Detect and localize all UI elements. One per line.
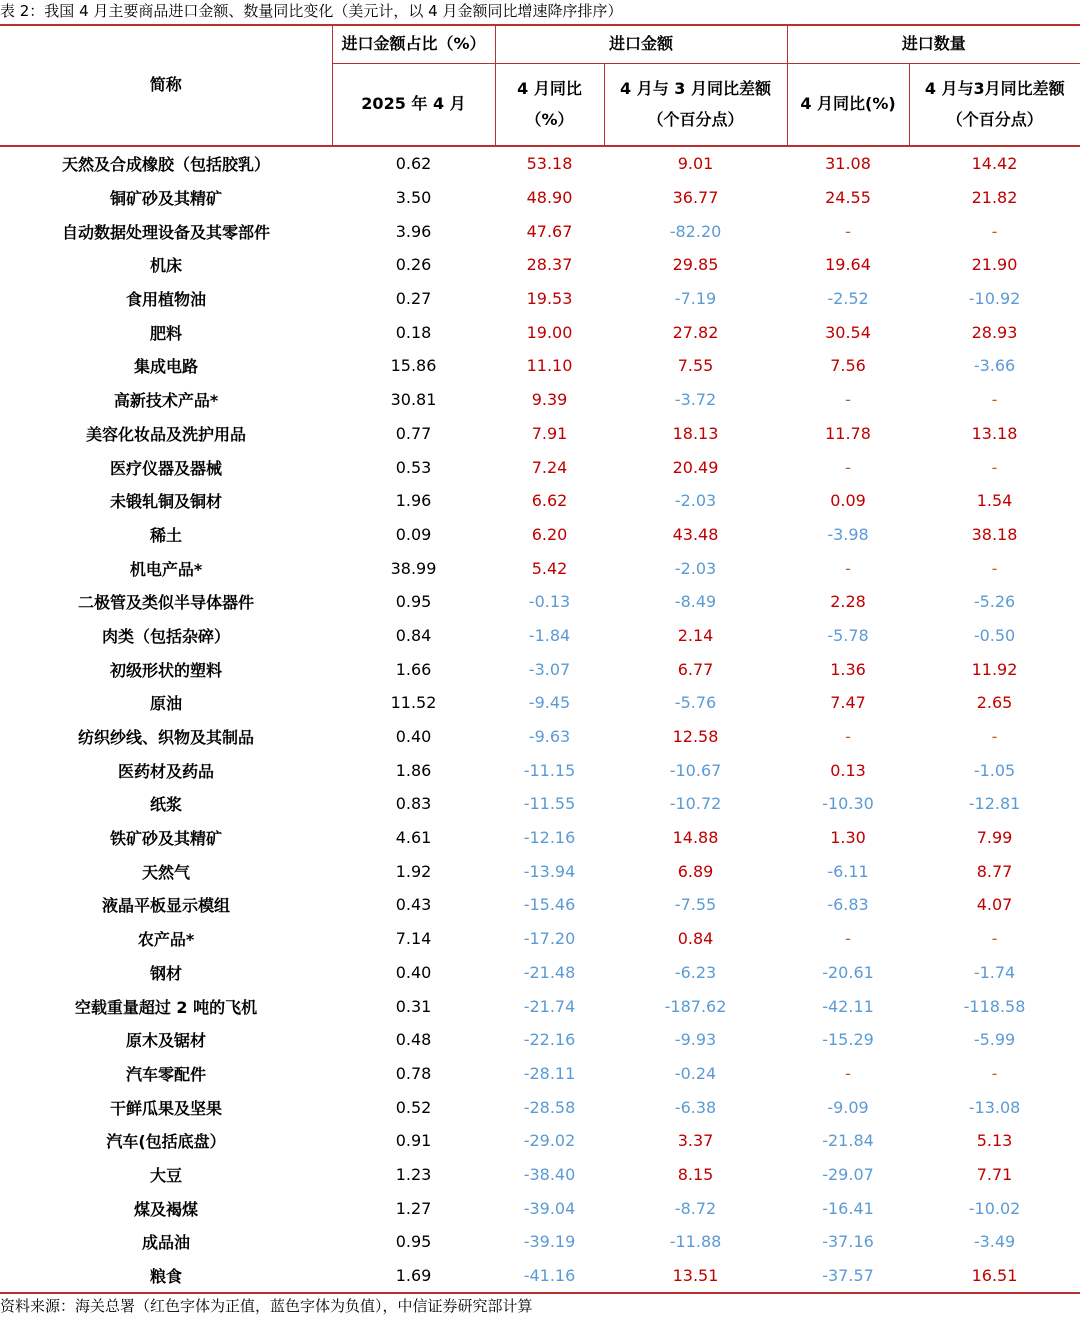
cell-share: 3.96 [395, 221, 432, 241]
cell-share: 0.27 [395, 289, 432, 309]
cell-amount-yoy: -11.15 [523, 760, 576, 780]
cell-amount-diff: -11.88 [669, 1232, 722, 1252]
table-row [0, 1057, 1080, 1091]
cell-quantity-yoy: -16.41 [822, 1198, 874, 1218]
cell-name: 集成电路 [133, 357, 198, 377]
cell-quantity-yoy: - [845, 727, 851, 747]
cell-amount-yoy: -1.84 [528, 625, 571, 645]
table-row [0, 787, 1080, 821]
cell-amount-diff: -8.72 [674, 1198, 717, 1218]
cell-share: 0.95 [395, 1232, 432, 1252]
cell-quantity-diff: -10.02 [968, 1198, 1021, 1218]
cell-amount-yoy: 6.62 [531, 491, 568, 511]
cell-share: 1.27 [395, 1198, 432, 1218]
cell-name: 纸浆 [149, 795, 182, 815]
cell-share: 38.99 [390, 558, 437, 578]
cell-amount-yoy: -3.07 [528, 659, 571, 679]
cell-name: 天然及合成橡胶（包括胶乳） [61, 155, 270, 175]
cell-quantity-yoy: -6.83 [827, 895, 869, 915]
source-note: 资料来源：海关总署（红色字体为正值，蓝色字体为负值），中信证券研究部计算 [0, 1297, 533, 1315]
header-share-sub: 2025 年 4 月 [332, 64, 495, 147]
table-row [0, 1259, 1080, 1294]
cell-share: 0.78 [395, 1063, 432, 1083]
cell-name: 医药材及药品 [117, 761, 214, 781]
header-amount-diff [604, 64, 787, 147]
cell-share: 11.52 [390, 693, 437, 713]
cell-share: 0.48 [395, 1030, 432, 1050]
cell-quantity-diff: 11.92 [971, 659, 1018, 679]
cell-quantity-yoy: -37.16 [822, 1232, 874, 1252]
cell-name: 空载重量超过 2 吨的飞机 [74, 997, 258, 1017]
cell-quantity-yoy: -20.61 [822, 962, 874, 982]
cell-quantity-diff: -3.66 [973, 356, 1016, 376]
cell-quantity-diff: 5.13 [976, 1131, 1013, 1151]
cell-amount-diff: -6.38 [674, 1097, 717, 1117]
cell-quantity-diff: 7.99 [976, 828, 1013, 848]
cell-amount-yoy: 53.18 [526, 154, 573, 174]
table-body [0, 146, 1080, 1293]
cell-name: 机床 [149, 256, 182, 276]
cell-share: 1.23 [395, 1164, 432, 1184]
cell-amount-yoy: -9.63 [528, 727, 571, 747]
cell-name: 液晶平板显示模组 [101, 896, 230, 916]
table-row [0, 585, 1080, 619]
cell-amount-diff: 36.77 [672, 188, 719, 208]
cell-share: 3.50 [395, 188, 432, 208]
cell-name: 原油 [149, 694, 182, 714]
cell-quantity-diff: -1.74 [973, 962, 1016, 982]
table-row [0, 720, 1080, 754]
cell-quantity-diff: - [991, 558, 998, 578]
cell-amount-diff: 13.51 [604, 1259, 787, 1294]
cell-quantity-yoy: -37.57 [787, 1259, 909, 1294]
cell-share: 30.81 [390, 390, 437, 410]
cell-amount-yoy: 19.00 [526, 322, 573, 342]
cell-share: 4.61 [395, 828, 432, 848]
cell-share: 0.53 [395, 457, 432, 477]
cell-quantity-yoy: -6.11 [827, 861, 869, 881]
cell-name: 铜矿砂及其精矿 [109, 189, 222, 209]
cell-quantity-diff: -13.08 [968, 1097, 1021, 1117]
cell-quantity-yoy: - [845, 1063, 851, 1083]
table-row [0, 686, 1080, 720]
cell-quantity-diff: -1.05 [973, 760, 1016, 780]
cell-quantity-diff: - [991, 390, 998, 410]
cell-quantity-diff: 4.07 [976, 895, 1013, 915]
cell-quantity-yoy: - [845, 390, 851, 410]
table-row [0, 146, 1080, 181]
cell-quantity-diff: -5.99 [973, 1030, 1016, 1050]
table-row [0, 417, 1080, 451]
cell-amount-diff: -8.49 [674, 592, 717, 612]
cell-amount-yoy: -0.13 [528, 592, 571, 612]
cell-quantity-yoy: 19.64 [825, 255, 871, 275]
cell-amount-yoy: -9.45 [528, 693, 571, 713]
cell-name: 天然气 [141, 862, 190, 882]
cell-name: 二极管及类似半导体器件 [77, 593, 254, 613]
cell-amount-diff: 43.48 [672, 524, 719, 544]
cell-quantity-diff: -12.81 [968, 794, 1021, 814]
table-row [0, 1124, 1080, 1158]
table-caption: 表 2：我国 4 月主要商品进口金额、数量同比变化（美元计，以 4 月金额同比增速降序排序） [0, 2, 623, 20]
table-row [0, 1191, 1080, 1225]
header-amount-diff-line2: （个百分点） [647, 109, 744, 129]
cell-amount-diff: -2.03 [674, 558, 717, 578]
cell-quantity-diff: - [991, 1063, 998, 1083]
cell-quantity-diff: -0.50 [973, 625, 1016, 645]
cell-amount-diff: -0.24 [674, 1063, 717, 1083]
cell-name: 大豆 [149, 1165, 182, 1185]
cell-quantity-yoy: 30.54 [825, 322, 871, 342]
header-share-group: 进口金额占比（%） [332, 25, 495, 64]
cell-amount-diff: -7.55 [674, 895, 717, 915]
cell-quantity-diff: 38.18 [971, 524, 1018, 544]
table-row [0, 854, 1080, 888]
header-amount-yoy [495, 64, 604, 147]
cell-quantity-diff: 28.93 [971, 322, 1018, 342]
cell-name: 干鲜瓜果及坚果 [109, 1098, 222, 1118]
cell-quantity-yoy: - [845, 558, 851, 578]
cell-quantity-yoy: 7.56 [830, 356, 866, 376]
cell-share: 0.26 [395, 255, 432, 275]
cell-name: 成品油 [141, 1233, 190, 1253]
cell-share: 0.95 [395, 592, 432, 612]
cell-amount-yoy: 7.24 [531, 457, 568, 477]
import-table [0, 24, 1080, 1294]
cell-quantity-diff: 13.18 [971, 423, 1018, 443]
cell-quantity-yoy: 0.13 [830, 760, 866, 780]
cell-quantity-diff: 21.90 [971, 255, 1018, 275]
cell-quantity-yoy: -5.78 [827, 625, 869, 645]
table-row [0, 282, 1080, 316]
cell-name: 粮食 [0, 1259, 332, 1294]
header-amount-yoy-line2: （%） [525, 109, 574, 129]
cell-amount-diff: 0.84 [677, 929, 714, 949]
cell-amount-diff: 12.58 [672, 727, 719, 747]
cell-amount-diff: 14.88 [672, 828, 719, 848]
cell-amount-yoy: 19.53 [526, 289, 573, 309]
cell-name: 机电产品* [129, 559, 203, 579]
cell-quantity-yoy: -29.07 [822, 1164, 874, 1184]
cell-quantity-diff: 16.51 [909, 1259, 1080, 1294]
cell-amount-yoy: 28.37 [526, 255, 573, 275]
table-row [0, 1158, 1080, 1192]
cell-amount-diff: 8.15 [677, 1164, 714, 1184]
cell-share: 0.40 [395, 727, 432, 747]
table-row [0, 922, 1080, 956]
cell-amount-yoy: -39.04 [523, 1198, 576, 1218]
cell-quantity-diff: 2.65 [976, 693, 1013, 713]
cell-share: 1.96 [395, 491, 432, 511]
cell-amount-yoy: -38.40 [523, 1164, 576, 1184]
cell-name: 肉类（包括杂碎） [101, 626, 230, 646]
cell-quantity-yoy: - [845, 457, 851, 477]
cell-amount-diff: -10.67 [669, 760, 722, 780]
cell-quantity-diff: 8.77 [976, 861, 1013, 881]
cell-amount-yoy: 11.10 [526, 356, 573, 376]
cell-share: 0.09 [395, 524, 432, 544]
cell-amount-yoy: -29.02 [523, 1131, 576, 1151]
cell-quantity-diff: -118.58 [963, 996, 1026, 1016]
cell-quantity-yoy: 0.09 [830, 491, 866, 511]
cell-amount-yoy: 47.67 [526, 221, 573, 241]
table-row [0, 484, 1080, 518]
cell-quantity-diff: -3.49 [973, 1232, 1016, 1252]
cell-amount-diff: -82.20 [669, 221, 722, 241]
header-amount-yoy-line1: 4 月同比 [517, 79, 582, 99]
cell-quantity-diff: -5.26 [973, 592, 1016, 612]
cell-name: 未锻轧铜及铜材 [109, 492, 222, 512]
cell-amount-diff: 7.55 [677, 356, 714, 376]
cell-name: 食用植物油 [125, 290, 206, 310]
cell-amount-yoy: -12.16 [523, 828, 576, 848]
cell-share: 15.86 [390, 356, 437, 376]
cell-name: 汽车零配件 [125, 1064, 206, 1084]
cell-amount-diff: 18.13 [672, 423, 719, 443]
table-row [0, 1023, 1080, 1057]
cell-amount-diff: 29.85 [672, 255, 719, 275]
header-quantity-diff [909, 64, 1080, 147]
cell-amount-yoy: -11.55 [523, 794, 576, 814]
cell-quantity-yoy: -10.30 [822, 794, 874, 814]
table-row [0, 349, 1080, 383]
cell-amount-diff: 20.49 [672, 457, 719, 477]
cell-share: 0.84 [395, 625, 432, 645]
cell-name: 肥料 [149, 323, 182, 343]
table-row [0, 1225, 1080, 1259]
cell-quantity-yoy: -2.52 [827, 289, 869, 309]
cell-share: 0.62 [395, 154, 432, 174]
cell-quantity-diff: 14.42 [971, 154, 1018, 174]
cell-amount-diff: -187.62 [664, 996, 727, 1016]
cell-name: 初级形状的塑料 [109, 660, 222, 680]
table-row [0, 383, 1080, 417]
cell-amount-yoy: -41.16 [495, 1259, 604, 1294]
cell-amount-diff: -3.72 [674, 390, 717, 410]
cell-name: 原木及锯材 [125, 1031, 206, 1051]
cell-amount-yoy: -28.11 [523, 1063, 576, 1083]
table-row [0, 248, 1080, 282]
cell-name: 煤及褐煤 [133, 1199, 198, 1219]
header-quantity-group: 进口数量 [787, 25, 1080, 64]
cell-quantity-yoy: -42.11 [822, 996, 874, 1016]
cell-quantity-yoy: -15.29 [822, 1030, 874, 1050]
cell-quantity-yoy: 1.30 [830, 828, 866, 848]
cell-quantity-diff: 21.82 [971, 188, 1018, 208]
cell-name: 稀土 [149, 525, 182, 545]
cell-name: 纺织纱线、织物及其制品 [77, 728, 254, 748]
cell-name: 农产品* [137, 930, 195, 950]
cell-name: 医疗仪器及器械 [109, 458, 222, 478]
cell-amount-yoy: -21.48 [523, 962, 576, 982]
cell-quantity-yoy: -3.98 [827, 524, 869, 544]
cell-amount-diff: 6.89 [677, 861, 714, 881]
cell-share: 0.40 [395, 962, 432, 982]
cell-amount-diff: -2.03 [674, 491, 717, 511]
table-row [0, 518, 1080, 552]
cell-share: 0.43 [395, 895, 432, 915]
cell-amount-diff: -9.93 [674, 1030, 717, 1050]
cell-amount-diff: -10.72 [669, 794, 722, 814]
cell-amount-diff: -5.76 [674, 693, 717, 713]
table-row [0, 956, 1080, 990]
cell-quantity-yoy: -9.09 [827, 1097, 869, 1117]
cell-share: 1.92 [395, 861, 432, 881]
header-quantity-diff-line1: 4 月与3月同比差额 [924, 79, 1065, 99]
cell-amount-diff: -6.23 [674, 962, 717, 982]
cell-share: 7.14 [395, 929, 432, 949]
cell-quantity-yoy: 31.08 [825, 154, 871, 174]
cell-quantity-yoy: 24.55 [825, 188, 871, 208]
header-amount-group: 进口金额 [495, 25, 787, 64]
cell-quantity-yoy: 11.78 [825, 423, 871, 443]
header-name: 简称 [0, 25, 332, 146]
cell-quantity-yoy: 7.47 [830, 693, 866, 713]
header-amount-diff-line1: 4 月与 3 月同比差额 [620, 79, 771, 99]
cell-name: 高新技术产品* [113, 391, 219, 411]
cell-amount-diff: 3.37 [677, 1131, 714, 1151]
cell-amount-yoy: -17.20 [523, 929, 576, 949]
table-row [0, 1090, 1080, 1124]
cell-amount-yoy: 6.20 [531, 524, 568, 544]
table-row [0, 450, 1080, 484]
table-row [0, 821, 1080, 855]
cell-amount-diff: -7.19 [674, 289, 717, 309]
cell-quantity-diff: 7.71 [976, 1164, 1013, 1184]
cell-quantity-yoy: - [845, 221, 851, 241]
header-row-top [0, 25, 1080, 64]
table-row [0, 551, 1080, 585]
cell-share: 0.91 [395, 1131, 432, 1151]
header-quantity-yoy: 4 月同比(%) [787, 64, 909, 147]
cell-quantity-yoy: - [845, 929, 851, 949]
cell-amount-yoy: 9.39 [531, 390, 568, 410]
cell-quantity-diff: -10.92 [968, 289, 1021, 309]
cell-amount-yoy: -15.46 [523, 895, 576, 915]
cell-share: 0.77 [395, 423, 432, 443]
cell-name: 美容化妆品及洗护用品 [85, 424, 246, 444]
cell-quantity-diff: - [991, 457, 998, 477]
table-row [0, 888, 1080, 922]
cell-name: 铁矿砂及其精矿 [109, 829, 222, 849]
cell-amount-diff: 6.77 [677, 659, 714, 679]
cell-quantity-yoy: -21.84 [822, 1131, 874, 1151]
cell-share: 0.52 [395, 1097, 432, 1117]
cell-amount-yoy: -39.19 [523, 1232, 576, 1252]
cell-amount-yoy: 48.90 [526, 188, 573, 208]
table-row [0, 214, 1080, 248]
table-row [0, 619, 1080, 653]
cell-share: 0.31 [395, 996, 432, 1016]
cell-quantity-diff: - [991, 929, 998, 949]
cell-share: 0.18 [395, 322, 432, 342]
cell-quantity-yoy: 1.36 [830, 659, 866, 679]
cell-name: 汽车(包括底盘） [106, 1132, 226, 1152]
table-row [0, 181, 1080, 215]
cell-amount-yoy: -28.58 [523, 1097, 576, 1117]
cell-amount-yoy: -22.16 [523, 1030, 576, 1050]
cell-name: 钢材 [149, 963, 182, 983]
cell-name: 自动数据处理设备及其零部件 [61, 222, 270, 242]
table-row [0, 753, 1080, 787]
header-quantity-diff-line2: （个百分点） [946, 109, 1043, 129]
cell-quantity-yoy: 2.28 [830, 592, 866, 612]
cell-quantity-diff: 1.54 [976, 491, 1013, 511]
cell-amount-diff: 27.82 [672, 322, 719, 342]
cell-share: 1.69 [332, 1259, 495, 1294]
table-row [0, 989, 1080, 1023]
cell-amount-yoy: -13.94 [523, 861, 576, 881]
table-row [0, 652, 1080, 686]
cell-share: 0.83 [395, 794, 432, 814]
cell-quantity-diff: - [991, 221, 998, 241]
cell-amount-diff: 9.01 [677, 154, 714, 174]
cell-amount-yoy: 7.91 [531, 423, 568, 443]
table-row [0, 315, 1080, 349]
cell-quantity-diff: - [991, 727, 998, 747]
cell-amount-diff: 2.14 [677, 625, 714, 645]
cell-share: 1.86 [395, 760, 432, 780]
cell-amount-yoy: -21.74 [523, 996, 576, 1016]
cell-share: 1.66 [395, 659, 432, 679]
cell-amount-yoy: 5.42 [531, 558, 568, 578]
